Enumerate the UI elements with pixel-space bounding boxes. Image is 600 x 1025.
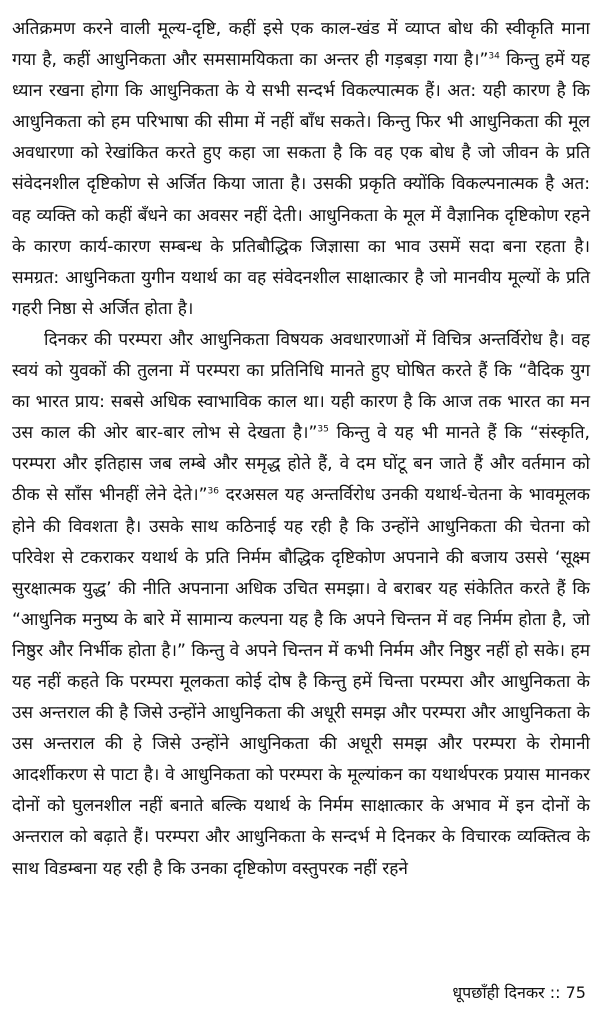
footnote-ref-36: 36	[207, 486, 219, 497]
footnote-ref-34: 34	[488, 51, 500, 62]
page-footer	[452, 982, 586, 1004]
paragraph-2	[12, 325, 590, 885]
paragraph-2-text-a: दिनकर की परम्परा और आधुनिकता विषयक अवधारणाओं में विचित्र अन्तर्विरोध है। वह स्वयं को युवकों की तुलना में परम्परा का प्रतिनिधि मानते हुए घोषित करते हैं कि “वैदिक युग का भारत प्राय: सबसे अधिक स्वाभाविक काल था। यही कारण है कि आज तक भारत का मन उस काल की ओर बार-बार लोभ से देखता है।”	[12, 329, 590, 444]
paragraph-1	[12, 14, 590, 325]
paragraph-1-text-b: किन्तु हमें यह ध्यान रखना होगा कि आधुनिकता के ये सभी सन्दर्भ विकल्पात्मक हैं। अत: यही कारण है कि आधुनिकता को हम परिभाषा की सीमा में नहीं बाँध सकते। किन्तु फिर भी आधुनिकता की मूल अवधारणा को रेखांकित करते हुए कहा जा सकता है कि वह एक बोध है जो जीवन के प्रति संवेदनशील दृष्टिकोण से अर्जित किया जाता है। उसकी प्रकृति क्योंकि विकल्पनात्मक है अत: वह व्यक्ति को कहीं बँधने का अवसर नहीं देती। आधुनिकता के मूल में वैज्ञानिक दृष्टिकोण रहने के कारण कार्य-कारण सम्बन्ध के प्रतिबौद्धिक जिज्ञासा का भाव उसमें सदा बना रहता है। समग्रत: आधुनिकता युगीन यथार्थ का वह संवेदनशील साक्षात्कार है जो मानवीय मूल्यों के प्रति गहरी निष्ठा से अर्जित होता है।	[12, 50, 590, 319]
body-text	[12, 14, 590, 885]
running-title: धूपछाँही दिनकर :: 75	[452, 983, 586, 1002]
paragraph-1-text-a: अतिक्रमण करने वाली मूल्य-दृष्टि, कहीं इसे एक काल-खंड में व्याप्त बोध की स्वीकृति माना गया है, कहीं आधुनिकता और समसामयिकता का अन्तर ही गड़बड़ा गया है।”	[12, 19, 590, 71]
paragraph-2-text-b: किन्तु वे यह भी मानते हैं कि “संस्कृति, परम्परा और इतिहास जब लम्बे और समृद्ध होते हैं, वे दम घोंटू बन जाते हैं और वर्तमान को ठीक से साँस भीनहीं लेने देते।”	[12, 423, 590, 506]
paragraph-2-text-c: दरअसल यह अन्तर्विरोध उनकी यथार्थ-चेतना के भावमूलक होने की विवशता है। उसके साथ कठिनाई यह रही है कि उन्होंने आधुनिकता की चेतना को परिवेश से टकराकर यथार्थ के प्रति निर्मम बौद्धिक दृष्टिकोण अपनाने की बजाय उससे ‘सूक्ष्म सुरक्षात्मक युद्ध’ की नीति अपनाना अधिक उचित समझा। वे बराबर यह संकेतित करते हैं कि “आधुनिक मनुष्य के बारे में सामान्य कल्पना यह है कि अपने चिन्तन में वह निर्मम होता है, जो निष्ठुर और निर्भीक होता है।” किन्तु वे अपने चिन्तन में कभी निर्मम और निष्ठुर नहीं हो सके। हम यह नहीं कहते कि परम्परा मूलकता कोई दोष है किन्तु हमें चिन्ता परम्परा और आधुनिकता के उस अन्तराल की है जिसे उन्होंने आधुनिकता की अधूरी समझ और परम्परा और आधुनिकता के उस अन्तराल की हे जिसे उन्होंने आधुनिकता की अधूरी समझ और परम्परा के रोमानी आदर्शीकरण से पाटा है। वे आधुनिकता को परम्परा के मूल्यांकन का यथार्थपरक प्रयास मानकर दोनों को घुलनशील नहीं बनाते बल्कि यथार्थ के निर्मम साक्षात्कार के अभाव में इन दोनों के अन्तराल को बढ़ाते हैं। परम्परा और आधुनिकता के सन्दर्भ मे दिनकर के विचारक व्यक्तित्व के साथ विडम्बना यह रही है कि उनका दृष्टिकोण वस्तुपरक नहीं रहने	[12, 485, 590, 879]
footnote-ref-35: 35	[317, 424, 329, 435]
